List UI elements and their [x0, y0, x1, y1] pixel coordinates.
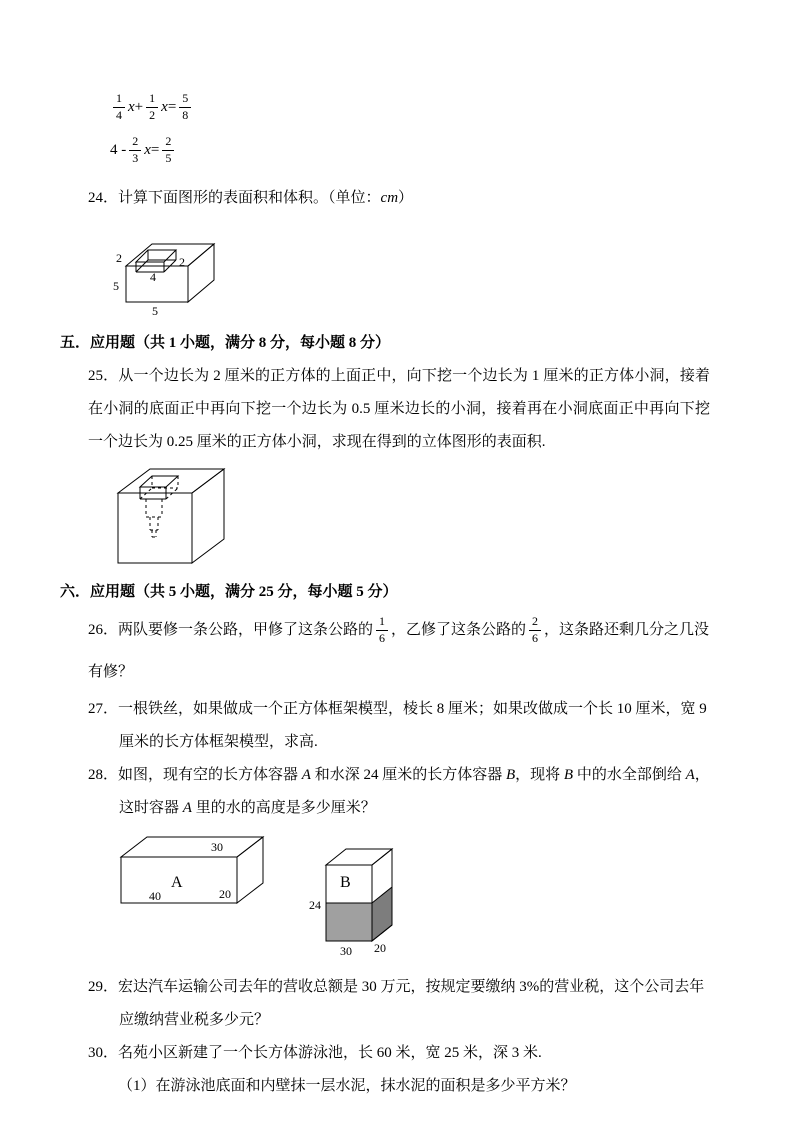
- fraction-numerator: 1: [146, 92, 158, 108]
- question-text: 名苑小区新建了一个长方体游泳池，长 60 米，宽 25 米，深 3 米.: [118, 1045, 542, 1061]
- question-text: 一根铁丝，如果做成一个正方体框架模型，棱长 8 厘米；如果改做成一个长 10 厘米，宽 9 厘米的长方体框架模型，求高.: [118, 701, 707, 750]
- fraction: [162, 135, 174, 166]
- question-24: [88, 182, 710, 215]
- figure-28: [115, 831, 710, 961]
- dim-label-notch-right: 2: [179, 255, 185, 269]
- question-29: [88, 971, 710, 1037]
- container-a-ref: A: [182, 800, 192, 816]
- fraction-denominator: 6: [532, 631, 539, 646]
- question-number: 25．: [88, 368, 119, 384]
- question-text: 两队要修一条公路，甲修了这条公路的: [118, 622, 374, 638]
- fraction: [146, 92, 158, 123]
- container-a-ref: A: [685, 767, 695, 783]
- dim-label-bottom: 5: [152, 304, 158, 318]
- question-number: 28．: [88, 767, 119, 783]
- unit-cm: cm: [380, 190, 399, 206]
- question-28: [88, 759, 710, 825]
- question-text: ，乙修了这条公路的: [391, 622, 527, 638]
- dim-label-a-side: 20: [219, 887, 231, 901]
- variable-x: x: [128, 98, 135, 115]
- container-a-label: A: [171, 874, 183, 891]
- fraction-numerator: 2: [162, 135, 174, 151]
- container-b-figure: [308, 843, 400, 961]
- question-text: ，这时容器: [119, 767, 710, 816]
- variable-x: x: [144, 141, 151, 158]
- question-text: 如图，现有空的长方体容器: [118, 767, 302, 783]
- fraction-numerator: 2: [529, 615, 541, 631]
- question-number: 29．: [88, 979, 119, 995]
- question-text: ，这条路还剩几分之几没有修？: [88, 622, 710, 680]
- fraction-denominator: 5: [165, 150, 172, 165]
- equation-1: [110, 90, 710, 124]
- operator: =: [167, 98, 177, 115]
- container-b-ref: B: [505, 767, 516, 783]
- fraction: [113, 92, 125, 123]
- figure-25-cube: [110, 463, 245, 567]
- container-b-label: B: [340, 874, 351, 891]
- figure-25: [110, 463, 710, 567]
- variable-x: x: [161, 98, 168, 115]
- container-a-ref: A: [301, 767, 311, 783]
- dim-label-top-mid: 4: [150, 270, 156, 284]
- fraction: [129, 135, 141, 166]
- question-27: [88, 693, 710, 759]
- fraction-numerator: 5: [179, 92, 191, 108]
- fraction-denominator: 6: [379, 631, 386, 646]
- question-number: 24．: [88, 190, 119, 206]
- operator: =: [150, 141, 160, 158]
- fraction: [529, 615, 541, 646]
- dim-label-b-bottom: 30: [340, 944, 352, 958]
- cube-front-face: [118, 493, 192, 563]
- dim-label-a-bottom: 40: [149, 889, 161, 903]
- question-text: （1）在游泳池底面和内壁抹一层水泥，抹水泥的面积是多少平方米？: [118, 1078, 576, 1094]
- question-text: ，现将: [515, 767, 564, 783]
- box-front-face: [126, 266, 188, 302]
- question-30: [88, 1037, 710, 1070]
- fraction: [376, 615, 388, 646]
- fraction-numerator: 2: [129, 135, 141, 151]
- equation-2: [110, 133, 710, 167]
- section-6-heading: 六．应用题（共 5 小题，满分 25 分，每小题 5 分）: [60, 584, 398, 600]
- constant: 4 -: [110, 141, 127, 158]
- question-number: 26．: [88, 622, 119, 638]
- dim-label-notch-left: 2: [116, 251, 122, 265]
- fraction-denominator: 3: [132, 150, 139, 165]
- box-right-face: [188, 244, 214, 302]
- operator: +: [134, 98, 144, 115]
- fraction-denominator: 2: [149, 107, 156, 122]
- question-text: 里的水的高度是多少厘米？: [191, 800, 376, 816]
- question-text: 从一个边长为 2 厘米的正方体的上面正中，向下挖一个边长为 1 厘米的正方体小洞，接着在小洞的底面正中再向下挖一个边长为 0.5 厘米边长的小洞，接着再在小洞底面正中再向下挖一个边长为 0.25 厘米的正方体小洞，求现在得到的立体图形的表面积.: [88, 368, 710, 450]
- question-text: ）: [398, 190, 414, 206]
- question-number: 27．: [88, 701, 119, 717]
- fraction-numerator: 1: [113, 92, 125, 108]
- container-a-figure: [115, 831, 280, 919]
- question-25: [88, 360, 710, 459]
- fraction: [179, 92, 191, 123]
- dim-label-a-top: 30: [211, 840, 223, 854]
- section-5-heading: 五．应用题（共 1 小题，满分 8 分，每小题 8 分）: [60, 335, 391, 351]
- figure-24-solid: [110, 220, 232, 318]
- question-text: 和水深 24 厘米的长方体容器: [310, 767, 506, 783]
- question-text: 宏达汽车运输公司去年的营收总额是 30 万元，按规定要缴纳 3%的营业税，这个公司去年应缴纳营业税多少元？: [118, 979, 705, 1028]
- hole-1-opening: [140, 476, 178, 487]
- container-a-right-face: [237, 837, 263, 903]
- fraction-denominator: 8: [182, 107, 189, 122]
- question-26: [88, 609, 710, 693]
- fraction-denominator: 4: [116, 107, 122, 122]
- question-text: 中的水全部倒给: [573, 767, 686, 783]
- dim-label-b-depth: 24: [309, 898, 321, 912]
- dim-label-b-side: 20: [374, 941, 386, 955]
- question-text: 计算下面图形的表面积和体积。（单位：: [118, 190, 381, 206]
- container-b-ref: B: [563, 767, 574, 783]
- fraction-numerator: 1: [376, 615, 388, 631]
- cube-right-face: [192, 469, 224, 563]
- question-30-part-1: [118, 1070, 710, 1103]
- dim-label-side: 5: [113, 279, 119, 293]
- question-number: 30．: [88, 1045, 119, 1061]
- figure-24: [110, 220, 710, 318]
- water-front-face: [326, 903, 372, 941]
